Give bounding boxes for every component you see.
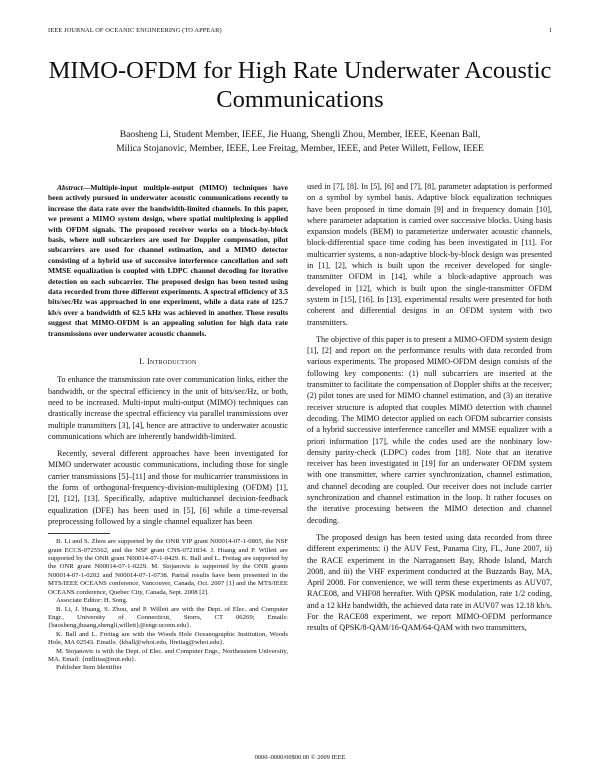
- author-list: [60, 128, 540, 155]
- running-header: [48, 27, 552, 37]
- footnote: Associate Editor: H. Song.: [56, 597, 128, 605]
- footnote: K. Ball and L. Freitag are with the Woods Hole Oceanographic Institution, Woods Hole, MA 02543. Emails: {kball@whoi.edu, lfreitag@whoi.edu}.: [48, 630, 288, 647]
- author-line: Milica Stojanovic, Member, IEEE, Lee Freitag, Member, IEEE, and Peter Willett, Fellow, IEEE: [116, 142, 484, 154]
- section-heading-introduction: [48, 356, 288, 367]
- body-paragraph: used in [7], [8]. In [5], [6] and [7], [8], parameter adaptation is performed on a symbol by symbol basis. Adaptive block equalization techniques have been proposed in time domain [9] and in frequency domain [10], where parameter adaptation is carried over successive blocks. Using basis expansion models (BEM) to parameterize underwater acoustic channels, block-differential space time coding has been investigated in [11]. For multicarrier systems, a non-adaptive block-by-block design was presented in [1], [2], which is built upon the receiver developed for single-transmitter OFDM in [14], while a block-adaptive approach was developed in [12], which is built upon the single-transmitter OFDM system in [15], [16]. In [13], experimental results were presented for both coherent and differential designs in an OFDM system with two transmitters.: [307, 182, 552, 327]
- author-line: Baosheng Li, Student Member, IEEE, Jie Huang, Shengli Zhou, Member, IEEE, Keenan Ball,: [119, 129, 481, 140]
- footnote: B. Li and S. Zhou are supported by the ONR YIP grant N00014-07-1-0805, the NSF grant ECCS-0725562, and the NSF grant CNS-0721834. J. Huang and P. Willett are supported by the ONR grant N00014-07-1-0429. K. Ball and L. Freitag are supported by the ONR grant N00014-07-1-0229. M. Stojanovic is supported by the ONR grants N00014-07-1-0202 and N00014-07-1-0738. Partial results have been presented in the MTS/IEEE OCEANS conference, Vancouver, Canada, Oct. 2007 [1] and the MTS/IEEE OCEANS conference, Quebec City, Canada, Sept. 2008 [2].: [48, 538, 288, 596]
- paper-title: MIMO-OFDM for High Rate Underwater Acoustic Communications: [48, 57, 552, 113]
- footnotes: [48, 538, 288, 673]
- abstract-lead: Abstract: [57, 183, 83, 192]
- footnote: B. Li, J. Huang, S. Zhou, and P. Willett are with the Dept. of Elec. and Computer Engr., University of Connecticut, Storrs, CT 06269; Emails: {baosheng,jhuang,shengli,willett}@engr.uconn.edu}.: [48, 605, 288, 630]
- section-title: Introduction: [147, 357, 197, 367]
- body-paragraph: The proposed design has been tested using data recorded from three different experiments: i) the AUV Fest, Panama City, FL, June 2007, ii) the RACE experiment in the Narragansett Bay, Rhode Island, March 2008, and iii) the VHF experiment conducted at the Buzzards Bay, MA, April 2008. For convenience, we will term these experiments as AUV07, RACE08, and VHF08 hereafter. With QPSK modulation, rate 1/2 coding, and a 12 kHz bandwidth, the achieved data rate in AUV07 was 12.18 kb/s. For the RACE08 experiment, we report MIMO-OFDM performance results of QPSK/8-QAM/16-QAM/64-QAM with two transmitters,: [307, 532, 552, 633]
- section-number: I.: [139, 357, 148, 367]
- footnote-divider: [48, 533, 110, 534]
- journal-name: IEEE JOURNAL OF OCEANIC ENGINEERING (TO APPEAR): [48, 27, 222, 34]
- footnote: M. Stojanovic is with the Dept. of Elec. and Computer Engr., Northeastern University, MA. Email: {millitsa@mit.edu}.: [48, 647, 288, 663]
- footnote: Publisher Item Identifier: [56, 664, 122, 672]
- left-column: [48, 183, 288, 673]
- abstract-text: —Multiple-input multiple-output (MIMO) techniques have been actively pursued in underwater acoustic communications recently to increase the data rate over the bandwidth-limited channels. In this paper, we present a MIMO system design, where spatial multiplexing is applied with OFDM signals. The proposed receiver works on a block-by-block basis, where null subcarriers are used for Doppler compensation, pilot subcarriers are used for channel estimation, and a MIMO detector consisting of a hybrid use of successive interference cancellation and soft MMSE equalization is coupled with LDPC channel decoding for iterative detection on each subcarrier. The proposed design has been tested using data recorded from three different experiments. A spectral efficiency of 3.5 bits/sec/Hz was approached in one experiment, while a data rate of 125.7 kb/s over a bandwidth of 62.5 kHz was achieved in another. These results suggest that MIMO-OFDM is an appealing solution for high data rate transmissions over underwater acoustic channels.: [48, 183, 288, 338]
- abstract: [48, 183, 288, 339]
- body-paragraph: The objective of this paper is to present a MIMO-OFDM system design [1], [2] and report on the performance results with data recorded from various experiments. The proposed MIMO-OFDM design consists of the following key components: (1) null subcarriers are inserted at the transmitter to facilitate the compensation of Doppler shifts at the receiver; (2) pilot tones are used for MIMO channel estimation, and (3) an iterative receiver structure is adopted that couples MIMO detection with channel decoding. The MIMO detector applied on each OFDM subcarrier consists of a hybrid successive interference canceller and MMSE equalizer with a priori information [17], while the codes used are the nonbinary low-density parity-check (LDPC) codes from [18]. Note that an iterative receiver has been investigated in [19] for an underwater OFDM system with one transmitter, where carrier synchronization, channel estimation, and channel decoding are coupled. Our receiver does not include carrier synchronization and channel estimation in the loop. It rather focuses on the iterative processing between the MIMO detection and channel decoding.: [307, 334, 552, 525]
- page-number: 1: [548, 27, 552, 34]
- right-column: [307, 181, 552, 640]
- body-paragraph: Recently, several different approaches have been investigated for MIMO underwater acoustic communications, including those for single carrier transmissions [5]–[11] and those for multicarrier transmissions in the form of orthogonal-frequency-division-multiplexing (OFDM) [1], [2], [12], [13]. Specifically, adaptive multichannel decision-feedback equalization (DFE) has been used in [5], [6] while a time-reversal preprocessing followed by a single channel equalizer has been: [48, 449, 288, 526]
- copyright-footer: 0000–0000/00$00.00 © 2009 IEEE: [254, 754, 346, 761]
- body-paragraph: To enhance the transmission rate over communication links, either the bandwidth, or the spectral efficiency in the unit of bits/sec/Hz, or both, need to be increased. Multi-input multi-output (MIMO) techniques can drastically increase the spectral efficiency via parallel transmissions over multiple transmitters [3], [4], hence are attractive to underwater acoustic communications which are inherently bandwidth-limited.: [48, 375, 288, 441]
